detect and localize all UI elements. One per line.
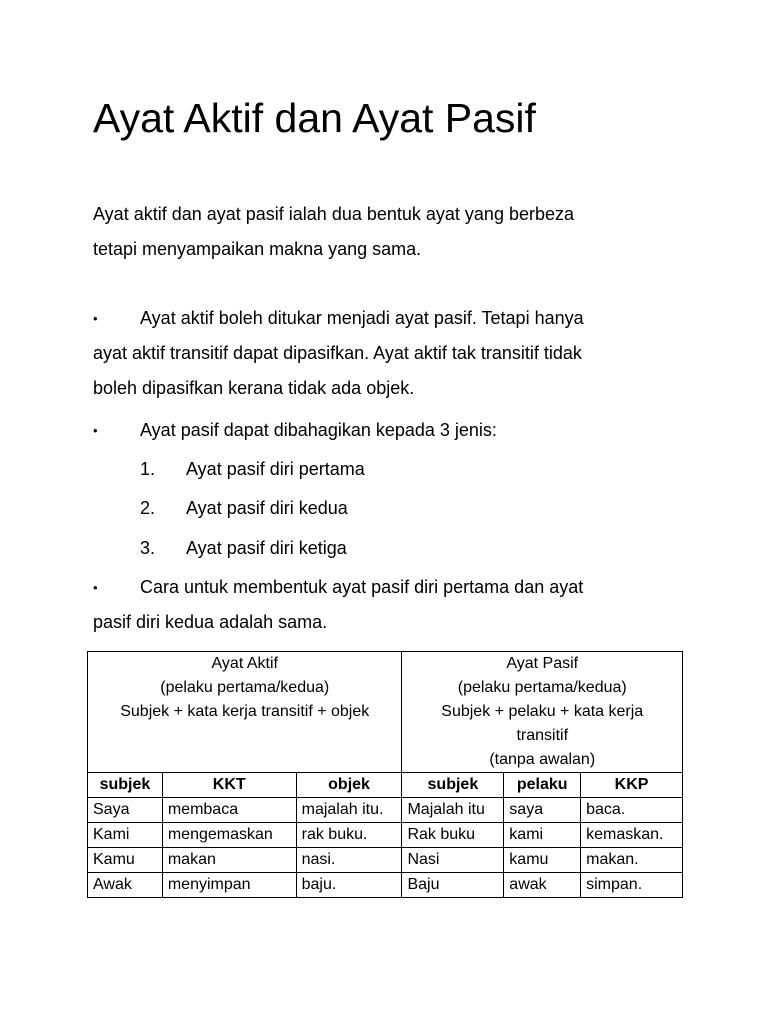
table-cell: kamu [504, 848, 581, 873]
bullet-item-2 [93, 413, 693, 448]
bullet-icon: • [93, 580, 98, 595]
table-cell: makan. [581, 848, 683, 873]
bullet-text: pasif diri kedua adalah sama. [93, 612, 328, 632]
intro-paragraph [93, 197, 693, 267]
table-cell: membaca [162, 798, 296, 823]
item-number: 1. [140, 459, 156, 479]
table-cell: Awak [88, 873, 163, 898]
table-cell: Kamu [88, 848, 163, 873]
item-text: Ayat pasif diri ketiga [186, 538, 347, 558]
bullet-text: ayat aktif transitif dapat dipasifkan. Ayat aktif tak transitif tidak [93, 343, 582, 363]
header-line: Ayat Pasif [506, 655, 579, 672]
table-row [88, 848, 683, 873]
item-text: Ayat pasif diri pertama [186, 459, 365, 479]
table-cell: saya [504, 798, 581, 823]
header-line: (pelaku pertama/kedua) [457, 679, 627, 696]
header-line: Ayat Aktif [211, 655, 278, 672]
bullet-text: boleh dipasifkan kerana tidak ada objek. [93, 378, 415, 398]
table-row [88, 798, 683, 823]
header-line: (tanpa awalan) [489, 751, 596, 768]
table-cell: rak buku. [296, 823, 402, 848]
bullet-text: Ayat aktif boleh ditukar menjadi ayat pasif. Tetapi hanya [140, 308, 584, 328]
table-cell: Kami [88, 823, 163, 848]
active-sentence-header [88, 652, 402, 773]
bullet-icon: • [93, 311, 98, 326]
item-text: Ayat pasif diri kedua [186, 498, 348, 518]
bullet-text: Cara untuk membentuk ayat pasif diri pertama dan ayat [140, 577, 584, 597]
table-cell: baca. [581, 798, 683, 823]
column-header: pelaku [504, 773, 581, 798]
column-header: subjek [88, 773, 163, 798]
header-line: Subjek + kata kerja transitif + objek [120, 703, 370, 720]
column-header: KKT [162, 773, 296, 798]
bullet-item-3 [93, 570, 693, 640]
column-header-row [88, 773, 683, 798]
table-cell: Saya [88, 798, 163, 823]
bullet-text: Ayat pasif dapat dibahagikan kepada 3 jenis: [140, 420, 497, 440]
table-cell: nasi. [296, 848, 402, 873]
table-cell: makan [162, 848, 296, 873]
document-title: Ayat Aktif dan Ayat Pasif [93, 95, 536, 141]
table-header-row [88, 652, 683, 773]
table-cell: baju. [296, 873, 402, 898]
header-line: Subjek + pelaku + kata kerja [441, 703, 644, 720]
numbered-item [140, 536, 347, 560]
column-header: objek [296, 773, 402, 798]
table-cell: Rak buku [402, 823, 504, 848]
table-cell: kemaskan. [581, 823, 683, 848]
table-cell: simpan. [581, 873, 683, 898]
numbered-item [140, 496, 348, 520]
active-passive-table [87, 651, 683, 898]
table-row [88, 873, 683, 898]
bullet-item-1 [93, 301, 693, 406]
bullet-icon: • [93, 423, 98, 438]
header-line: transitif [516, 727, 569, 744]
header-line: (pelaku pertama/kedua) [160, 679, 330, 696]
column-header: subjek [402, 773, 504, 798]
column-header: KKP [581, 773, 683, 798]
intro-line: tetapi menyampaikan makna yang sama. [93, 239, 422, 259]
intro-line: Ayat aktif dan ayat pasif ialah dua bentuk ayat yang berbeza [93, 204, 574, 224]
item-number: 3. [140, 538, 156, 558]
table-cell: Baju [402, 873, 504, 898]
table-cell: awak [504, 873, 581, 898]
numbered-item [140, 457, 365, 481]
table-cell: Nasi [402, 848, 504, 873]
table-cell: majalah itu. [296, 798, 402, 823]
table-cell: mengemaskan [162, 823, 296, 848]
item-number: 2. [140, 498, 156, 518]
table-cell: menyimpan [162, 873, 296, 898]
table-cell: kami [504, 823, 581, 848]
passive-sentence-header [402, 652, 683, 773]
table-row [88, 823, 683, 848]
table-cell: Majalah itu [402, 798, 504, 823]
